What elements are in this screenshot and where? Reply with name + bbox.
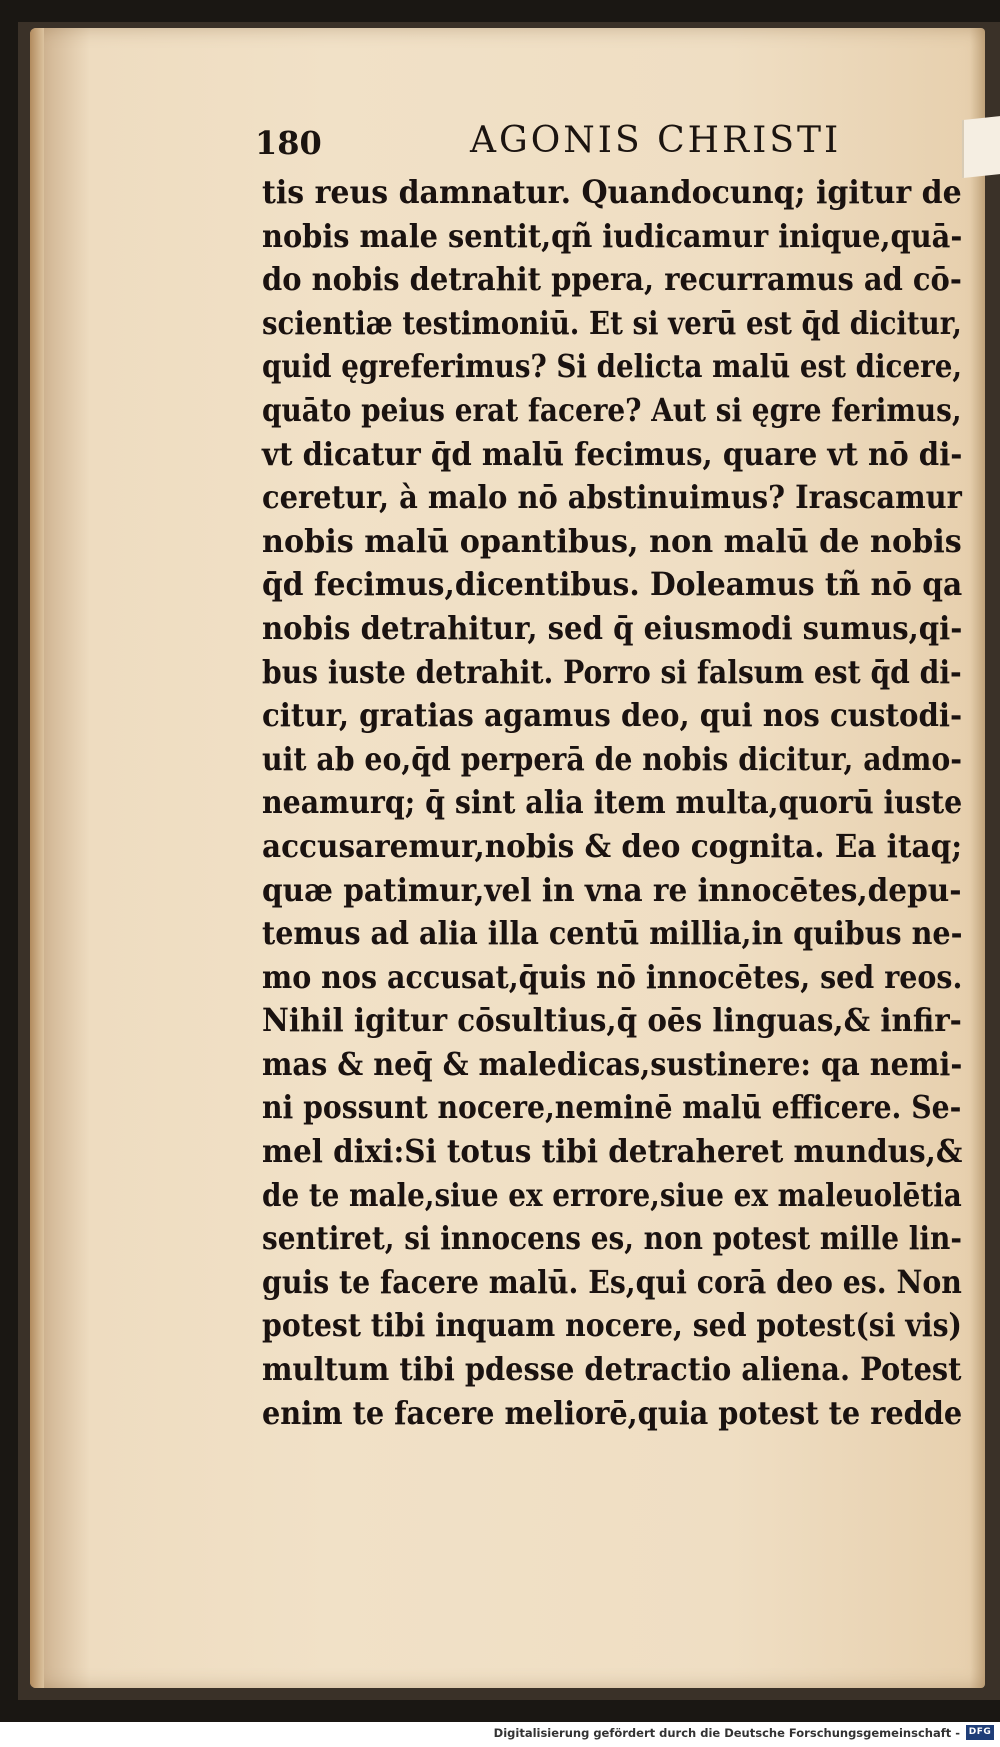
text-line: nobis malū opantibus, non malū de nobis <box>262 522 962 560</box>
text-line: guis te facere malū. Es,qui corā deo es. Non <box>262 1263 962 1301</box>
text-line: temus ad alia illa centū millia,in quibus ne- <box>262 915 963 953</box>
dfg-logo-icon: DFG <box>966 1725 994 1740</box>
text-line: scientiæ testimoniū. Et si verū est q̄d dicitur, <box>262 304 962 342</box>
text-line: accusaremur,nobis & deo cognita. Ea itaq; <box>262 827 963 865</box>
text-line: mas & neq̄ & maledicas,sustinere: qa nemi- <box>262 1045 963 1083</box>
paper-tab-marker <box>962 116 1000 178</box>
page-gutter-shadow <box>30 28 44 1688</box>
text-line: nobis male sentit,qñ iudicamur inique,quā- <box>262 217 963 255</box>
text-line: nobis detrahitur, sed q̄ eiusmodi sumus,qi- <box>262 609 963 647</box>
text-line: mel dixi:Si totus tibi detraheret mundus,& <box>262 1133 963 1171</box>
body-text <box>262 171 982 1435</box>
text-line: uit ab eo,q̄d perperā de nobis dicitur, admo- <box>262 740 963 778</box>
text-line: de te male,siue ex errore,siue ex maleuolētia <box>262 1176 962 1214</box>
page-number: 180 <box>255 124 322 162</box>
text-line: quæ patimur,vel in vna re innocētes,depu- <box>262 871 962 909</box>
text-line: q̄d fecimus,dicentibus. Doleamus tñ nō qa <box>262 566 963 604</box>
text-line: bus iuste detrahit. Porro si falsum est q̄d di- <box>262 653 962 691</box>
text-line: Nihil igitur cōsultius,q̄ oēs linguas,& infir- <box>262 1002 962 1040</box>
page-header <box>255 120 855 170</box>
text-line: citur, gratias agamus deo, qui nos custodi- <box>262 697 963 735</box>
text-line: ceretur, à malo nō abstinuimus? Irascamur <box>262 479 962 517</box>
digitization-footer <box>0 1722 1000 1747</box>
text-line: neamurq; q̄ sint alia item multa,quorū iuste <box>262 784 963 822</box>
text-line: mo nos accusat,q̄uis nō innocētes, sed reos. <box>262 958 963 996</box>
text-line: tis reus damnatur. Quandocunq; igitur de <box>262 174 962 211</box>
text-line: enim te facere meliorē,quia potest te redde <box>262 1394 963 1432</box>
text-line: potest tibi inquam nocere, sed potest(si vis) <box>262 1307 962 1345</box>
text-line: vt dicatur q̄d malū fecimus, quare vt nō di- <box>262 435 963 473</box>
funding-credit: Digitalisierung gefördert durch die Deutsche Forschungsgemeinschaft - <box>493 1726 960 1740</box>
text-line: quāto peius erat facere? Aut si ęgre ferimus, <box>262 391 962 429</box>
text-line: ni possunt nocere,neminē malū efficere. Se- <box>262 1089 962 1127</box>
text-line: sentiret, si innocens es, non potest mille lin- <box>262 1220 962 1258</box>
text-line: quid ęgreferimus? Si delicta malū est dicere, <box>262 348 963 386</box>
text-line: multum tibi pdesse detractio aliena. Potest <box>262 1351 962 1389</box>
running-title: AGONIS CHRISTI <box>470 120 842 161</box>
text-line: do nobis detrahit ppera, recurramus ad cō- <box>262 261 962 299</box>
